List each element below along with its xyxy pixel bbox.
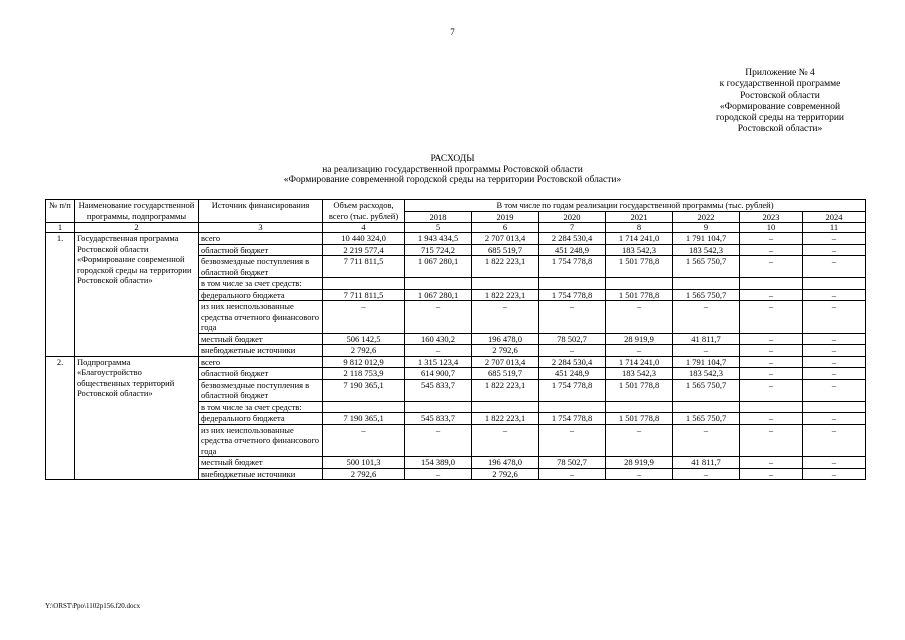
year-value <box>405 401 472 413</box>
page-number: 7 <box>450 27 455 37</box>
year-value: 1 791 104,7 <box>673 356 740 368</box>
year-value: 545 833,7 <box>405 413 472 425</box>
year-value: – <box>803 256 866 278</box>
year-value: 451 248,9 <box>539 368 606 380</box>
year-value: 1 565 750,7 <box>673 413 740 425</box>
funding-source: внебюджетные источники <box>199 345 323 357</box>
year-value: – <box>740 368 803 380</box>
year-value: 1 822 223,1 <box>472 289 539 301</box>
funding-source: федерального бюджета <box>199 289 323 301</box>
program-name: Государственная программа Ростовской области «Формирование современной городской среды на территории Ростовской области» <box>75 233 199 357</box>
funding-source: безвозмездные поступления в областной бюджет <box>199 256 323 278</box>
file-path-footer: Y:\ORST\Ppo\1102p156.f20.docx <box>45 602 141 610</box>
year-value: 2 792,6 <box>472 468 539 480</box>
year-value: – <box>740 356 803 368</box>
year-value: – <box>803 424 866 457</box>
header-year: 2020 <box>539 211 606 223</box>
total-value: 506 142,5 <box>323 333 405 345</box>
funding-source: всего <box>199 233 323 245</box>
year-value: – <box>803 301 866 334</box>
year-value: 545 833,7 <box>405 379 472 401</box>
program-name: Подпрограмма «Благоустройство общественных территорий Ростовской области» <box>75 356 199 480</box>
header-name: Наименование государственной программы, подпрограммы <box>75 200 199 223</box>
total-value: 2 792,6 <box>323 345 405 357</box>
total-value: 9 812 012,9 <box>323 356 405 368</box>
year-value: – <box>606 301 673 334</box>
year-value: 2 707 013,4 <box>472 233 539 245</box>
year-value: 614 900,7 <box>405 368 472 380</box>
funding-source: внебюджетные источники <box>199 468 323 480</box>
year-value <box>539 278 606 290</box>
year-value: 1 791 104,7 <box>673 233 740 245</box>
year-value: 28 919,9 <box>606 333 673 345</box>
year-value: – <box>803 233 866 245</box>
year-value: 1 754 778,8 <box>539 413 606 425</box>
year-value: 1 822 223,1 <box>472 379 539 401</box>
total-value: 10 440 324,0 <box>323 233 405 245</box>
funding-source: в том числе за счет средств: <box>199 278 323 290</box>
header-year: 2022 <box>673 211 740 223</box>
year-value <box>405 278 472 290</box>
year-value: 1 565 750,7 <box>673 289 740 301</box>
year-value: 685 519,7 <box>472 244 539 256</box>
year-value: 183 542,3 <box>673 244 740 256</box>
year-value: 28 919,9 <box>606 457 673 469</box>
header-year: 2021 <box>606 211 673 223</box>
funding-source: всего <box>199 356 323 368</box>
year-value: – <box>405 301 472 334</box>
column-number: 10 <box>740 223 803 233</box>
column-number: 7 <box>539 223 606 233</box>
year-value: 2 284 530,4 <box>539 233 606 245</box>
year-value: 685 519,7 <box>472 368 539 380</box>
year-value: – <box>740 468 803 480</box>
header-row <box>46 200 866 212</box>
appendix-line: Ростовской области <box>740 90 820 101</box>
appendix-line: «Формирование современной <box>719 101 841 112</box>
year-value: 183 542,3 <box>606 244 673 256</box>
year-value: – <box>740 424 803 457</box>
funding-source: областной бюджет <box>199 244 323 256</box>
year-value: 715 724,2 <box>405 244 472 256</box>
year-value: – <box>803 413 866 425</box>
total-value: 500 101,3 <box>323 457 405 469</box>
year-value <box>803 278 866 290</box>
year-value <box>472 278 539 290</box>
year-value: 2 284 530,4 <box>539 356 606 368</box>
year-value: 1 822 223,1 <box>472 256 539 278</box>
year-value: 1 501 778,8 <box>606 256 673 278</box>
year-value: 154 389,0 <box>405 457 472 469</box>
year-value: – <box>539 424 606 457</box>
total-value: 7 711 811,5 <box>323 256 405 278</box>
year-value: – <box>740 457 803 469</box>
year-value: – <box>606 424 673 457</box>
column-number: 8 <box>606 223 673 233</box>
year-value: 1 714 241,0 <box>606 356 673 368</box>
year-value: 1 822 223,1 <box>472 413 539 425</box>
total-value: 7 711 811,5 <box>323 289 405 301</box>
header-years-group: В том числе по годам реализации государственной программы (тыс. рублей) <box>405 200 866 212</box>
year-value: 1 754 778,8 <box>539 256 606 278</box>
year-value: – <box>673 301 740 334</box>
funding-source: из них неиспользованные средства отчетного финансового года <box>199 424 323 457</box>
table-row <box>46 356 866 368</box>
column-number-row <box>46 223 866 233</box>
column-number: 1 <box>46 223 75 233</box>
year-value: 41 811,7 <box>673 457 740 469</box>
year-value: 2 792,6 <box>472 345 539 357</box>
expenses-table <box>45 199 866 480</box>
year-value <box>673 278 740 290</box>
total-value: 7 190 365,1 <box>323 413 405 425</box>
year-value: – <box>740 345 803 357</box>
total-value: 2 792,6 <box>323 468 405 480</box>
year-value: – <box>803 379 866 401</box>
total-value: 7 190 365,1 <box>323 379 405 401</box>
year-value: – <box>539 468 606 480</box>
header-source: Источник финансирования <box>199 200 323 223</box>
title-line: РАСХОДЫ <box>430 154 475 164</box>
year-value: – <box>740 233 803 245</box>
year-value <box>740 278 803 290</box>
year-value: 1 754 778,8 <box>539 289 606 301</box>
year-value: 1 754 778,8 <box>539 379 606 401</box>
header-no: № п/п <box>46 200 75 223</box>
year-value: – <box>740 289 803 301</box>
total-value <box>323 278 405 290</box>
year-value: 1 943 434,5 <box>405 233 472 245</box>
header-year: 2024 <box>803 211 866 223</box>
year-value: – <box>405 345 472 357</box>
year-value: – <box>472 301 539 334</box>
year-value: 1 565 750,7 <box>673 256 740 278</box>
year-value: – <box>606 345 673 357</box>
column-number: 6 <box>472 223 539 233</box>
year-value: – <box>405 424 472 457</box>
appendix-line: Ростовской области» <box>737 124 823 135</box>
year-value: – <box>803 345 866 357</box>
year-value: 1 067 280,1 <box>405 256 472 278</box>
total-value: 2 219 577,4 <box>323 244 405 256</box>
column-number: 11 <box>803 223 866 233</box>
year-value: – <box>673 424 740 457</box>
table-body <box>46 233 866 480</box>
table-row <box>46 233 866 245</box>
total-value: 2 118 753,9 <box>323 368 405 380</box>
year-value: – <box>673 345 740 357</box>
year-value: – <box>740 413 803 425</box>
funding-source: в том числе за счет средств: <box>199 401 323 413</box>
year-value: 1 714 241,0 <box>606 233 673 245</box>
year-value: 183 542,3 <box>606 368 673 380</box>
appendix-line: городской среды на территории <box>716 113 844 124</box>
column-number: 3 <box>199 223 323 233</box>
year-value <box>606 278 673 290</box>
year-value <box>539 401 606 413</box>
funding-source: из них неиспользованные средства отчетного финансового года <box>199 301 323 334</box>
row-number: 2. <box>46 356 75 480</box>
year-value: 1 501 778,8 <box>606 379 673 401</box>
year-value <box>472 401 539 413</box>
year-value: – <box>803 368 866 380</box>
header-year: 2019 <box>472 211 539 223</box>
header-year: 2023 <box>740 211 803 223</box>
year-value <box>740 401 803 413</box>
title-line: «Формирование современной городской среды на территории Ростовской области» <box>283 175 622 185</box>
header-total: Объем расходов, всего (тыс. рублей) <box>323 200 405 223</box>
column-number: 5 <box>405 223 472 233</box>
year-value: – <box>740 333 803 345</box>
total-value: – <box>323 301 405 334</box>
year-value: – <box>803 356 866 368</box>
year-value: – <box>803 289 866 301</box>
year-value: – <box>740 256 803 278</box>
year-value: 1 315 123,4 <box>405 356 472 368</box>
year-value: – <box>803 333 866 345</box>
year-value: 41 811,7 <box>673 333 740 345</box>
appendix-line: к государственной программе <box>719 79 841 90</box>
total-value: – <box>323 424 405 457</box>
column-number: 2 <box>75 223 199 233</box>
year-value: – <box>740 301 803 334</box>
year-value <box>606 401 673 413</box>
year-value: 160 430,2 <box>405 333 472 345</box>
title-line: на реализацию государственной программы Ростовской области <box>322 164 583 175</box>
funding-source: местный бюджет <box>199 333 323 345</box>
year-value: 451 248,9 <box>539 244 606 256</box>
year-value: – <box>539 301 606 334</box>
year-value: – <box>740 244 803 256</box>
year-value: 2 707 013,4 <box>472 356 539 368</box>
year-value: – <box>472 424 539 457</box>
column-number: 9 <box>673 223 740 233</box>
year-value: 78 502,7 <box>539 333 606 345</box>
year-value: 1 067 280,1 <box>405 289 472 301</box>
year-value: 78 502,7 <box>539 457 606 469</box>
document-title <box>0 154 905 186</box>
year-value: 196 478,0 <box>472 457 539 469</box>
year-value: – <box>405 468 472 480</box>
year-value: 1 565 750,7 <box>673 379 740 401</box>
total-value <box>323 401 405 413</box>
year-value: – <box>740 379 803 401</box>
row-number: 1. <box>46 233 75 357</box>
year-value <box>803 401 866 413</box>
appendix-line: Приложение № 4 <box>745 68 815 78</box>
year-value: – <box>606 468 673 480</box>
year-value: – <box>803 244 866 256</box>
year-value: 183 542,3 <box>673 368 740 380</box>
year-value <box>673 401 740 413</box>
year-value: – <box>803 468 866 480</box>
year-value: 1 501 778,8 <box>606 413 673 425</box>
year-value: – <box>803 457 866 469</box>
year-value: 1 501 778,8 <box>606 289 673 301</box>
funding-source: местный бюджет <box>199 457 323 469</box>
header-year: 2018 <box>405 211 472 223</box>
funding-source: федерального бюджета <box>199 413 323 425</box>
column-number: 4 <box>323 223 405 233</box>
appendix-note <box>690 68 870 136</box>
funding-source: безвозмездные поступления в областной бюджет <box>199 379 323 401</box>
year-value: – <box>673 468 740 480</box>
year-value: – <box>539 345 606 357</box>
funding-source: областной бюджет <box>199 368 323 380</box>
year-value: 196 478,0 <box>472 333 539 345</box>
